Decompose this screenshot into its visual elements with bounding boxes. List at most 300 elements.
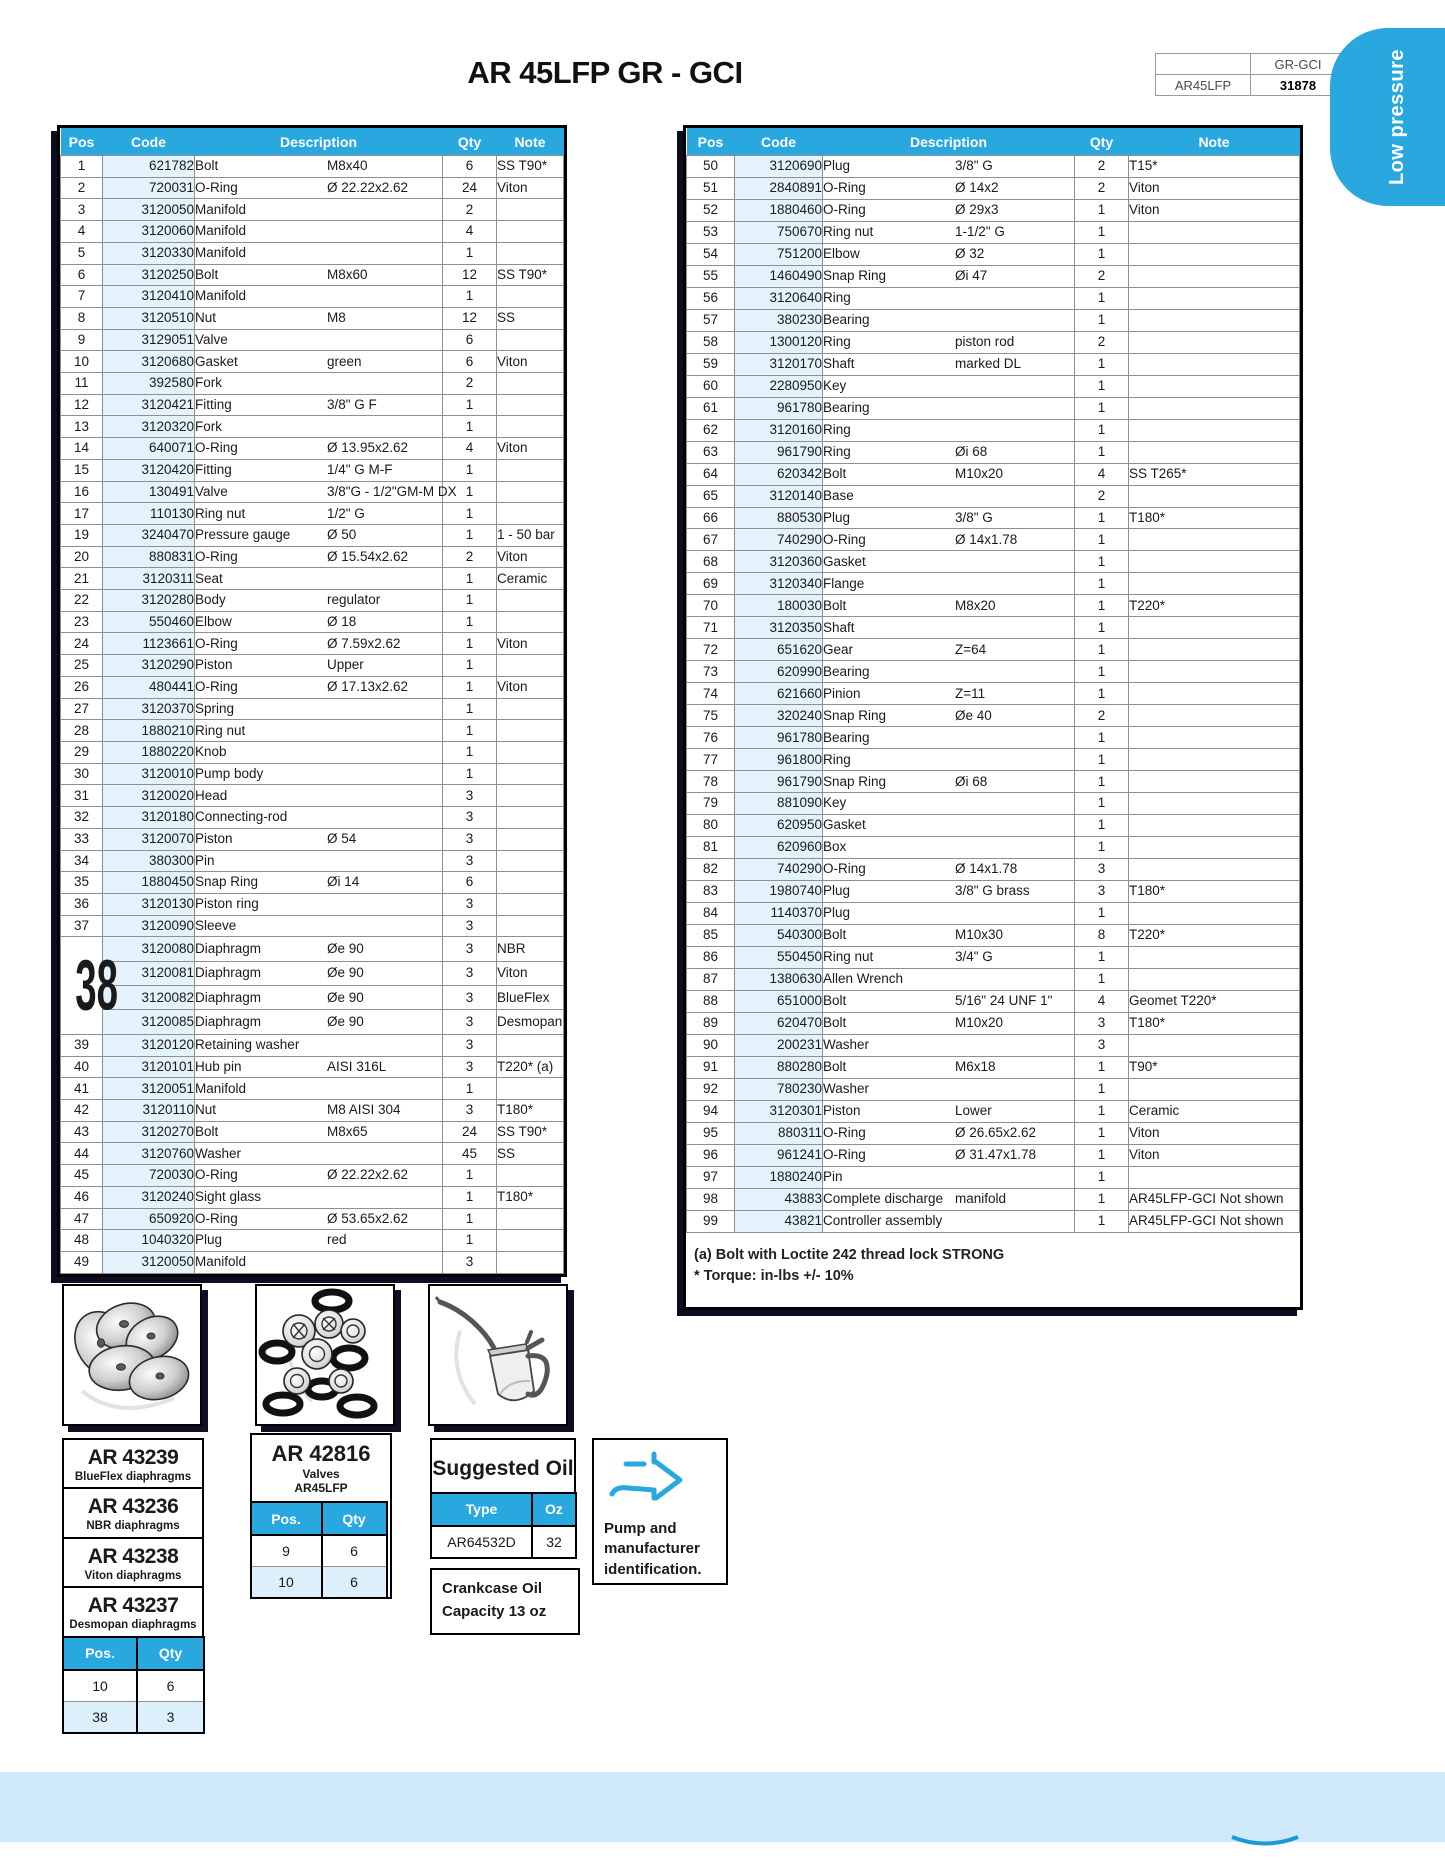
description-cell <box>823 156 1075 178</box>
code-cell: 3120250 <box>103 264 195 286</box>
table-row <box>61 286 564 308</box>
description-spec: 1/2" G <box>327 505 365 521</box>
code-cell: 3120680 <box>103 351 195 373</box>
code-cell: 720031 <box>103 177 195 199</box>
description-cell <box>823 749 1075 771</box>
table-row <box>687 1078 1300 1100</box>
diaphragm-pos-qty-table <box>62 1636 205 1734</box>
description-name: Snap Ring <box>823 707 887 723</box>
description-spec: 3/8" G <box>955 158 993 174</box>
pos-cell: 26 <box>61 676 103 698</box>
description-name: Bolt <box>823 597 847 613</box>
pos-cell: 31 <box>61 785 103 807</box>
description-cell <box>823 705 1075 727</box>
table-row <box>687 1012 1300 1034</box>
description-name: Fork <box>195 418 222 434</box>
valves-illustration <box>257 1286 393 1424</box>
mini-cell: 3 <box>137 1701 204 1733</box>
description-spec: 3/8" G brass <box>955 883 1030 899</box>
pos-cell: 61 <box>687 397 735 419</box>
table-row <box>61 264 564 286</box>
mini-cell: 9 <box>251 1535 322 1567</box>
qty-cell: 1 <box>1075 441 1129 463</box>
description-spec: Ø 26.65x2.62 <box>955 1125 1037 1141</box>
note-cell <box>1129 529 1300 551</box>
qty-cell: 3 <box>443 807 497 829</box>
table-row <box>687 727 1300 749</box>
code-cell: 3120020 <box>103 785 195 807</box>
code-cell: 3120640 <box>735 287 823 309</box>
table-row <box>61 986 564 1010</box>
qty-cell: 1 <box>1075 221 1129 243</box>
qty-cell: 1 <box>1075 683 1129 705</box>
ref-empty-cell <box>1156 54 1251 75</box>
pos-cell: 30 <box>61 763 103 785</box>
note-cell: T220* (a) <box>497 1056 564 1078</box>
kit-model: AR45LFP <box>294 1481 348 1495</box>
crankcase-line2: Capacity 13 oz <box>442 1602 547 1620</box>
note-cell <box>1129 331 1300 353</box>
qty-cell: 4 <box>443 221 497 243</box>
mini-cell: 32 <box>532 1526 576 1558</box>
pos-cell: 74 <box>687 683 735 705</box>
description-cell <box>823 529 1075 551</box>
description-cell <box>195 351 443 373</box>
code-cell: 1300120 <box>735 331 823 353</box>
table-row <box>61 1056 564 1078</box>
pos-cell: 27 <box>61 698 103 720</box>
table-row <box>61 1010 564 1034</box>
table-row <box>61 698 564 720</box>
description-spec: Ø 14x1.78 <box>955 861 1018 877</box>
code-cell: 480441 <box>103 676 195 698</box>
table-row <box>687 265 1300 287</box>
pos-cell: 42 <box>61 1099 103 1121</box>
description-cell <box>823 485 1075 507</box>
description-cell <box>823 1122 1075 1144</box>
code-cell: 1040320 <box>103 1230 195 1252</box>
description-spec: M8x65 <box>327 1123 368 1139</box>
code-cell: 751200 <box>735 243 823 265</box>
table-row <box>61 937 564 961</box>
pos-cell: 10 <box>61 351 103 373</box>
pos-cell: 4 <box>61 221 103 243</box>
description-name: Controller assembly <box>823 1213 943 1229</box>
table-row <box>687 309 1300 331</box>
qty-cell: 6 <box>443 156 497 178</box>
description-cell <box>195 1078 443 1100</box>
description-spec: Ø 18 <box>327 614 357 630</box>
qty-cell: 1 <box>1075 353 1129 375</box>
note-cell <box>497 329 564 351</box>
table-row <box>61 199 564 221</box>
description-spec: red <box>327 1232 347 1248</box>
description-cell <box>823 902 1075 924</box>
note-cell <box>1129 902 1300 924</box>
code-cell: 3120090 <box>103 915 195 937</box>
qty-cell: 1 <box>443 698 497 720</box>
code-cell: 3120070 <box>103 828 195 850</box>
qty-cell: 1 <box>443 394 497 416</box>
note-cell: T180* <box>1129 507 1300 529</box>
pos-cell: 55 <box>687 265 735 287</box>
pos-cell: 21 <box>61 568 103 590</box>
code-cell: 320240 <box>735 705 823 727</box>
pos-cell: 13 <box>61 416 103 438</box>
qty-cell: 1 <box>443 655 497 677</box>
description-name: Key <box>823 795 847 811</box>
table-row <box>687 397 1300 419</box>
oil-type-table <box>430 1492 577 1559</box>
qty-cell: 3 <box>1075 859 1129 881</box>
description-name: Manifold <box>195 288 247 304</box>
description-spec: 3/8" G F <box>327 397 377 412</box>
note-cell <box>497 1078 564 1100</box>
description-cell <box>195 590 443 612</box>
qty-cell: 3 <box>1075 1012 1129 1034</box>
description-cell <box>195 785 443 807</box>
description-name: Piston <box>195 831 233 847</box>
pos-cell: 65 <box>687 485 735 507</box>
description-cell <box>195 503 443 525</box>
description-spec: Ø 29x3 <box>955 202 999 218</box>
description-cell <box>195 546 443 568</box>
description-spec: marked DL <box>955 356 1022 372</box>
qty-cell: 6 <box>443 872 497 894</box>
description-cell <box>823 551 1075 573</box>
mini-cell: 38 <box>63 1701 137 1733</box>
kit-label-blueflex <box>62 1438 204 1490</box>
description-name: Bolt <box>195 1123 219 1139</box>
description-spec: Ø 31.47x1.78 <box>955 1146 1037 1162</box>
bottom-arc-mark <box>1228 1834 1302 1850</box>
code-cell: 1880210 <box>103 720 195 742</box>
code-cell: 43821 <box>735 1210 823 1233</box>
pos-cell: 90 <box>687 1034 735 1056</box>
note-cell: T180* <box>497 1186 564 1208</box>
description-spec: Z=64 <box>955 641 987 657</box>
description-name: Pressure gauge <box>195 527 291 543</box>
description-spec: 1-1/2" G <box>955 224 1005 240</box>
description-cell <box>823 463 1075 485</box>
note-cell <box>497 286 564 308</box>
description-name: Fork <box>195 375 222 391</box>
table-row <box>687 441 1300 463</box>
table-row <box>687 529 1300 551</box>
note-cell: Viton <box>1129 1122 1300 1144</box>
table-row <box>687 683 1300 705</box>
kit-code: AR 42816 <box>271 1441 371 1466</box>
description-name: Head <box>195 787 228 803</box>
qty-cell: 1 <box>1075 946 1129 968</box>
pos-cell <box>61 937 118 1035</box>
code-cell: 961780 <box>735 397 823 419</box>
description-name: Diaphragm <box>195 965 262 981</box>
pos-cell: 67 <box>687 529 735 551</box>
qty-cell: 1 <box>443 481 497 503</box>
code-cell: 750670 <box>735 221 823 243</box>
code-cell: 3120180 <box>103 807 195 829</box>
code-cell: 3120760 <box>103 1143 195 1165</box>
note-cell: SS T265* <box>1129 463 1300 485</box>
pos-cell: 68 <box>687 551 735 573</box>
note-cell <box>497 416 564 438</box>
qty-cell: 1 <box>443 633 497 655</box>
description-cell <box>823 771 1075 793</box>
description-spec: green <box>327 353 362 369</box>
pos-cell: 45 <box>61 1165 103 1187</box>
description-name: Ring <box>823 751 851 767</box>
description-name: Spring <box>195 700 235 716</box>
code-cell: 3120690 <box>735 156 823 178</box>
pos-cell: 78 <box>687 771 735 793</box>
pos-cell: 22 <box>61 590 103 612</box>
table-row <box>61 156 564 178</box>
code-cell: 720030 <box>103 1165 195 1187</box>
note-cell <box>1129 859 1300 881</box>
table-row <box>61 807 564 829</box>
note-cell: BlueFlex <box>497 986 564 1010</box>
crankcase-line1: Crankcase Oil <box>442 1580 543 1597</box>
kit-label-nbr <box>62 1487 204 1539</box>
code-cell: 1123661 <box>103 633 195 655</box>
pos-cell: 94 <box>687 1100 735 1122</box>
col-header-code: Code <box>735 128 823 156</box>
note-cell <box>497 828 564 850</box>
description-cell <box>195 1143 443 1165</box>
description-name: Pin <box>823 1168 843 1184</box>
description-spec: Ø 15.54x2.62 <box>327 548 409 564</box>
pos-cell: 83 <box>687 880 735 902</box>
description-cell <box>823 727 1075 749</box>
code-cell: 550450 <box>735 946 823 968</box>
qty-cell: 24 <box>443 1121 497 1143</box>
qty-cell: 2 <box>1075 485 1129 507</box>
qty-cell: 6 <box>443 329 497 351</box>
description-spec: M8x20 <box>955 597 996 613</box>
code-cell: 3120140 <box>735 485 823 507</box>
note-cell <box>1129 837 1300 859</box>
note-cell <box>497 763 564 785</box>
table-row <box>61 1186 564 1208</box>
description-name: Washer <box>195 1145 242 1161</box>
note-cell <box>497 373 564 395</box>
code-cell: 3120170 <box>735 353 823 375</box>
suggested-oil-label: Suggested Oil <box>432 1457 574 1480</box>
description-cell <box>195 1099 443 1121</box>
kit-code: AR 43236 <box>87 1495 179 1518</box>
qty-cell: 1 <box>1075 1188 1129 1210</box>
note-cell <box>497 1230 564 1252</box>
description-name: Diaphragm <box>195 940 262 956</box>
kit-code: AR 43238 <box>87 1544 179 1568</box>
description-name: Ring <box>823 290 851 306</box>
kit-desc: Desmopan diaphragms <box>69 1619 197 1631</box>
table-row <box>687 771 1300 793</box>
pos-cell: 15 <box>61 459 103 481</box>
code-cell: 961790 <box>735 771 823 793</box>
table-row <box>687 749 1300 771</box>
table-row <box>61 1143 564 1165</box>
code-cell: 200231 <box>735 1034 823 1056</box>
description-spec: piston rod <box>955 334 1015 350</box>
note-cell <box>497 481 564 503</box>
note-cell <box>497 611 564 633</box>
note-cell: T180* <box>1129 880 1300 902</box>
pos-cell: 62 <box>687 419 735 441</box>
qty-cell: 1 <box>1075 199 1129 221</box>
description-name: Manifold <box>195 223 247 239</box>
pos-cell: 37 <box>61 915 103 937</box>
note-cell: SS T90* <box>497 264 564 286</box>
pos-cell: 35 <box>61 872 103 894</box>
note-cell <box>1129 683 1300 705</box>
qty-cell: 3 <box>443 1010 497 1034</box>
qty-cell: 45 <box>443 1143 497 1165</box>
description-cell <box>823 397 1075 419</box>
code-cell: 3120350 <box>735 617 823 639</box>
pos-cell: 87 <box>687 968 735 990</box>
col-header-qty: Qty <box>443 128 497 156</box>
pos-cell: 16 <box>61 481 103 503</box>
pos-cell: 1 <box>61 156 103 178</box>
pos-cell: 63 <box>687 441 735 463</box>
description-cell <box>195 459 443 481</box>
table-row <box>61 351 564 373</box>
pos-cell: 64 <box>687 463 735 485</box>
identification-note: Pump and manufacturer identification. <box>604 1520 702 1578</box>
pos-cell: 23 <box>61 611 103 633</box>
description-name: O-Ring <box>195 440 238 456</box>
description-cell <box>823 617 1075 639</box>
qty-cell: 1 <box>443 416 497 438</box>
code-cell: 43883 <box>735 1188 823 1210</box>
description-cell <box>195 1208 443 1230</box>
code-cell: 1880450 <box>103 872 195 894</box>
table-row <box>61 524 564 546</box>
description-cell <box>195 1121 443 1143</box>
code-cell: 740290 <box>735 529 823 551</box>
table-row <box>61 373 564 395</box>
pos-cell: 12 <box>61 394 103 416</box>
qty-cell: 2 <box>1075 331 1129 353</box>
note-cell: SS <box>497 1143 564 1165</box>
description-name: Ring nut <box>823 224 874 240</box>
table-row <box>61 1251 564 1273</box>
qty-cell: 1 <box>1075 595 1129 617</box>
table-header-row <box>63 1637 204 1670</box>
footnote-torque: * Torque: in-lbs +/- 10% <box>694 1268 854 1285</box>
note-cell: Viton <box>1129 177 1300 199</box>
table-row <box>687 1100 1300 1122</box>
mini-cell: 10 <box>63 1670 137 1702</box>
description-cell <box>823 265 1075 287</box>
description-cell <box>823 1100 1075 1122</box>
pos-cell: 97 <box>687 1166 735 1188</box>
description-name: Connecting-rod <box>195 809 288 825</box>
qty-cell: 1 <box>1075 815 1129 837</box>
table-row <box>251 1535 387 1567</box>
pos-cell: 14 <box>61 438 103 460</box>
description-cell <box>195 568 443 590</box>
description-cell <box>823 221 1075 243</box>
qty-cell: 2 <box>1075 705 1129 727</box>
description-name: O-Ring <box>195 679 238 695</box>
description-cell <box>195 1186 443 1208</box>
pos-cell: 20 <box>61 546 103 568</box>
table-header-row <box>251 1502 387 1535</box>
description-cell <box>823 793 1075 815</box>
note-cell: Viton <box>497 177 564 199</box>
qty-cell: 2 <box>443 199 497 221</box>
table-row <box>61 676 564 698</box>
qty-cell: 1 <box>1075 749 1129 771</box>
code-cell: 3120280 <box>103 590 195 612</box>
description-cell <box>195 373 443 395</box>
description-name: Allen Wrench <box>823 971 904 987</box>
kit-desc: NBR diaphragms <box>86 1520 180 1532</box>
col-header-description: Description <box>195 128 443 156</box>
code-cell: 3120051 <box>103 1078 195 1100</box>
table-row <box>61 177 564 199</box>
description-name: Knob <box>195 744 227 760</box>
code-cell: 651620 <box>735 639 823 661</box>
table-row <box>61 242 564 264</box>
description-cell <box>195 438 443 460</box>
description-cell <box>195 676 443 698</box>
qty-cell: 1 <box>1075 968 1129 990</box>
kit-label-viton <box>62 1537 204 1589</box>
qty-cell: 1 <box>1075 551 1129 573</box>
pos-cell: 5 <box>61 242 103 264</box>
pos-cell: 52 <box>687 199 735 221</box>
qty-cell: 12 <box>443 264 497 286</box>
pos-cell: 98 <box>687 1188 735 1210</box>
table-row <box>1156 54 1346 75</box>
col-header-description: Description <box>823 128 1075 156</box>
description-name: O-Ring <box>823 531 866 547</box>
code-cell: 3120360 <box>735 551 823 573</box>
note-cell: Viton <box>497 633 564 655</box>
code-cell: 3120240 <box>103 1186 195 1208</box>
description-spec: Ø 7.59x2.62 <box>327 635 401 651</box>
description-spec: M10x20 <box>955 465 1004 481</box>
note-cell <box>1129 727 1300 749</box>
qty-cell: 1 <box>1075 1078 1129 1100</box>
mini-cell: AR64532D <box>431 1526 532 1558</box>
description-name: Bolt <box>195 158 219 174</box>
note-cell <box>1129 705 1300 727</box>
pos-cell: 76 <box>687 727 735 749</box>
qty-cell: 8 <box>1075 924 1129 946</box>
pos-cell: 9 <box>61 329 103 351</box>
description-name: Plug <box>195 1232 223 1248</box>
description-cell <box>195 416 443 438</box>
table-row <box>61 1099 564 1121</box>
col-header-pos: Pos <box>687 128 735 156</box>
col-header-qty: Qty <box>1075 128 1129 156</box>
note-cell <box>497 807 564 829</box>
description-cell <box>823 1166 1075 1188</box>
description-spec: M6x18 <box>955 1059 996 1075</box>
note-cell <box>1129 1078 1300 1100</box>
description-name: Pump body <box>195 765 264 781</box>
description-cell <box>823 946 1075 968</box>
pos-cell: 2 <box>61 177 103 199</box>
description-cell <box>195 807 443 829</box>
description-spec: M10x30 <box>955 927 1004 943</box>
note-cell <box>1129 793 1300 815</box>
